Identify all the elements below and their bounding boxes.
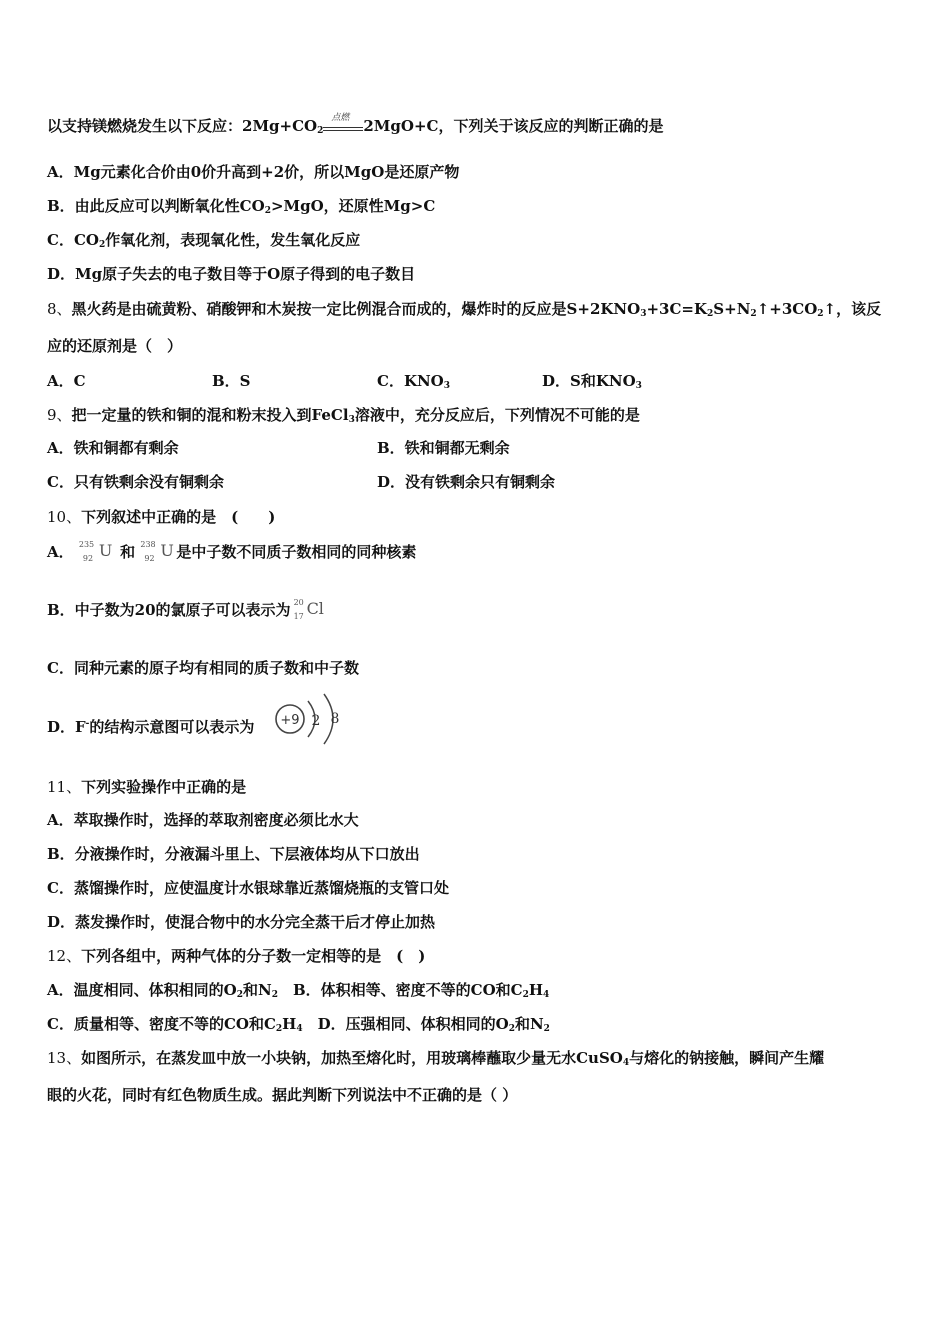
q12-stem: [47, 945, 425, 966]
mass-number: 238: [140, 540, 156, 549]
q11-option-d: D．蒸发操作时，使混合物中的水分完全蒸干后才停止加热: [47, 913, 436, 931]
q7-option-d: D．Mg原子失去的电子数目等于O原子得到的电子数目: [47, 265, 416, 283]
fluoride-ion-structure-diagram: [272, 692, 344, 746]
option-text: 和N: [514, 1015, 544, 1033]
q8-option-b: B．S: [212, 372, 251, 390]
stem-text: ↑+3CO: [756, 300, 818, 318]
element-symbol: U: [98, 541, 113, 560]
q8-option-a: A．C: [47, 372, 86, 390]
q13-stem: [47, 1047, 824, 1068]
subscript: 4: [543, 990, 550, 1000]
subscript: 4: [296, 1024, 303, 1034]
option-text: C．KNO: [377, 372, 444, 390]
nuclide-u235: [79, 540, 115, 566]
option-text: A．温度相同、体积相同的O: [47, 981, 237, 999]
stem-text: 黑火药是由硫黄粉、硝酸钾和木炭按一定比例混合而成的，爆炸时的反应是S+2KNO: [71, 300, 641, 318]
q7-option-b: [47, 195, 435, 216]
subscript: 3: [635, 381, 642, 391]
stem-text: 溶液中，充分反应后，下列情况不可能的是: [354, 406, 640, 424]
stem-text: 下列各组中，两种气体的分子数一定相等的是 ( ): [81, 947, 426, 965]
subscript: 3: [443, 381, 451, 391]
q11-option-c: C．蒸馏操作时，应使温度计水银球靠近蒸馏烧瓶的支管口处: [47, 879, 449, 897]
option-text: 是中子数不同质子数相同的同种核素: [176, 543, 417, 561]
option-text: 的结构示意图可以表示为: [89, 718, 255, 736]
arrow-label: 点燃: [331, 113, 350, 123]
question-number: 9、: [47, 406, 72, 424]
q10-stem: [47, 506, 275, 527]
stem-text: 下列叙述中正确的是 ( ): [81, 508, 276, 526]
nuclide-cl: [291, 598, 331, 624]
option-text: H: [528, 981, 544, 999]
atomic-number: 92: [82, 554, 94, 563]
option-text: B．由此反应可以判断氧化性CO: [47, 197, 265, 215]
subscript: 2: [317, 126, 324, 136]
subscript: 2: [271, 990, 278, 1000]
q9-stem: [47, 404, 640, 425]
q9-option-a: A．铁和铜都有剩余: [47, 439, 179, 457]
subscript: 2: [707, 309, 714, 319]
intro-text-after: 2MgO+C，下列关于该反应的判断正确的是: [363, 117, 664, 135]
q11-stem: [47, 776, 246, 797]
q11-option-b: B．分液操作时，分液漏斗里上、下层液体均从下口放出: [47, 845, 420, 863]
subscript: 4: [622, 1058, 630, 1068]
atomic-number: 17: [293, 612, 304, 621]
question-number: 11、: [47, 778, 82, 796]
subscript: 3: [640, 309, 647, 319]
option-text: B．中子数为20的氯原子可以表示为: [47, 601, 291, 619]
q9-option-b: B．铁和铜都无剩余: [377, 439, 510, 457]
atomic-number: 92: [144, 554, 155, 563]
mass-number: 20: [293, 598, 304, 607]
option-text: C．CO: [47, 231, 99, 249]
subscript: 2: [264, 206, 271, 216]
q7-option-c: [47, 229, 360, 250]
option-label: A．: [47, 543, 74, 561]
option-text: B．体积相等、密度不等的CO和C: [277, 981, 523, 999]
subscript: 2: [522, 990, 529, 1000]
nuclide-u238: [140, 540, 176, 566]
q7-option-a: A．Mg元素化合价由0价升高到+2价，所以MgO是还原产物: [47, 163, 460, 181]
intro-line: [47, 115, 663, 136]
option-text: D．F: [47, 718, 86, 736]
option-text: C．质量相等、密度不等的CO和C: [47, 1015, 276, 1033]
q11-option-a: A．萃取操作时，选择的萃取剂密度必须比水大: [47, 811, 359, 829]
nucleus-charge: +9: [280, 713, 300, 728]
stem-text: +3C=K: [646, 300, 708, 318]
question-number: 8、: [47, 300, 72, 318]
subscript: 2: [508, 1024, 515, 1034]
option-text: 和N: [242, 981, 272, 999]
stem-text: ↑，该反: [823, 300, 882, 318]
question-number: 12、: [47, 947, 82, 965]
stem-text: 下列实验操作中正确的是: [81, 778, 247, 796]
element-symbol: U: [160, 541, 174, 560]
stem-text: S+N: [713, 300, 751, 318]
option-text: D．压强相同、体积相同的O: [302, 1015, 509, 1033]
stem-text: 与熔化的钠接触，瞬间产生耀: [629, 1049, 825, 1067]
q8-stem-line2: 应的还原剂是（ ）: [47, 337, 183, 355]
subscript: 2: [98, 240, 106, 250]
q8-stem: [47, 298, 881, 319]
option-text: H: [282, 1015, 297, 1033]
option-text: >MgO，还原性Mg>C: [270, 197, 436, 215]
q12-options-ab: [47, 979, 549, 1000]
conjunction: 和: [120, 543, 136, 561]
q9-option-d: D．没有铁剩余只有铜剩余: [377, 473, 556, 491]
q10-option-d: [47, 716, 254, 737]
question-number: 13、: [47, 1049, 82, 1067]
intro-text-before: 以支持镁燃烧发生以下反应：2Mg+CO: [47, 117, 318, 135]
q9-option-c: C．只有铁剩余没有铜剩余: [47, 473, 224, 491]
q12-options-cd: [47, 1013, 550, 1034]
shell-1-electrons: 2: [311, 713, 321, 729]
option-text: D．S和KNO: [542, 372, 636, 390]
subscript: 2: [817, 309, 824, 319]
subscript: 2: [275, 1024, 283, 1034]
stem-text: 如图所示，在蒸发皿中放一小块钠，加热至熔化时，用玻璃棒蘸取少量无水CuSO: [81, 1049, 623, 1067]
subscript: 3: [348, 415, 355, 425]
q13-stem-line2: 眼的火花，同时有红色物质生成。据此判断下列说法中不正确的是（ ）: [47, 1086, 518, 1104]
question-number: 10、: [47, 508, 82, 526]
q8-option-c: [377, 370, 450, 391]
shell-2-electrons: 8: [330, 711, 340, 727]
superscript: -: [85, 719, 90, 729]
mass-number: 235: [78, 540, 95, 549]
subscript: 2: [236, 990, 243, 1000]
element-symbol: Cl: [306, 599, 324, 618]
ignition-arrow: [323, 113, 363, 134]
q10-option-b: [47, 598, 331, 624]
stem-text: 把一定量的铁和铜的混和粉末投入到FeCl: [71, 406, 349, 424]
subscript: 2: [543, 1024, 550, 1034]
q8-option-d: [542, 370, 642, 391]
subscript: 2: [750, 309, 757, 319]
q10-option-a: [47, 540, 416, 566]
option-text: 作氧化剂，表现氧化性，发生氧化反应: [105, 231, 361, 249]
q10-option-c: C．同种元素的原子均有相同的质子数和中子数: [47, 659, 359, 677]
